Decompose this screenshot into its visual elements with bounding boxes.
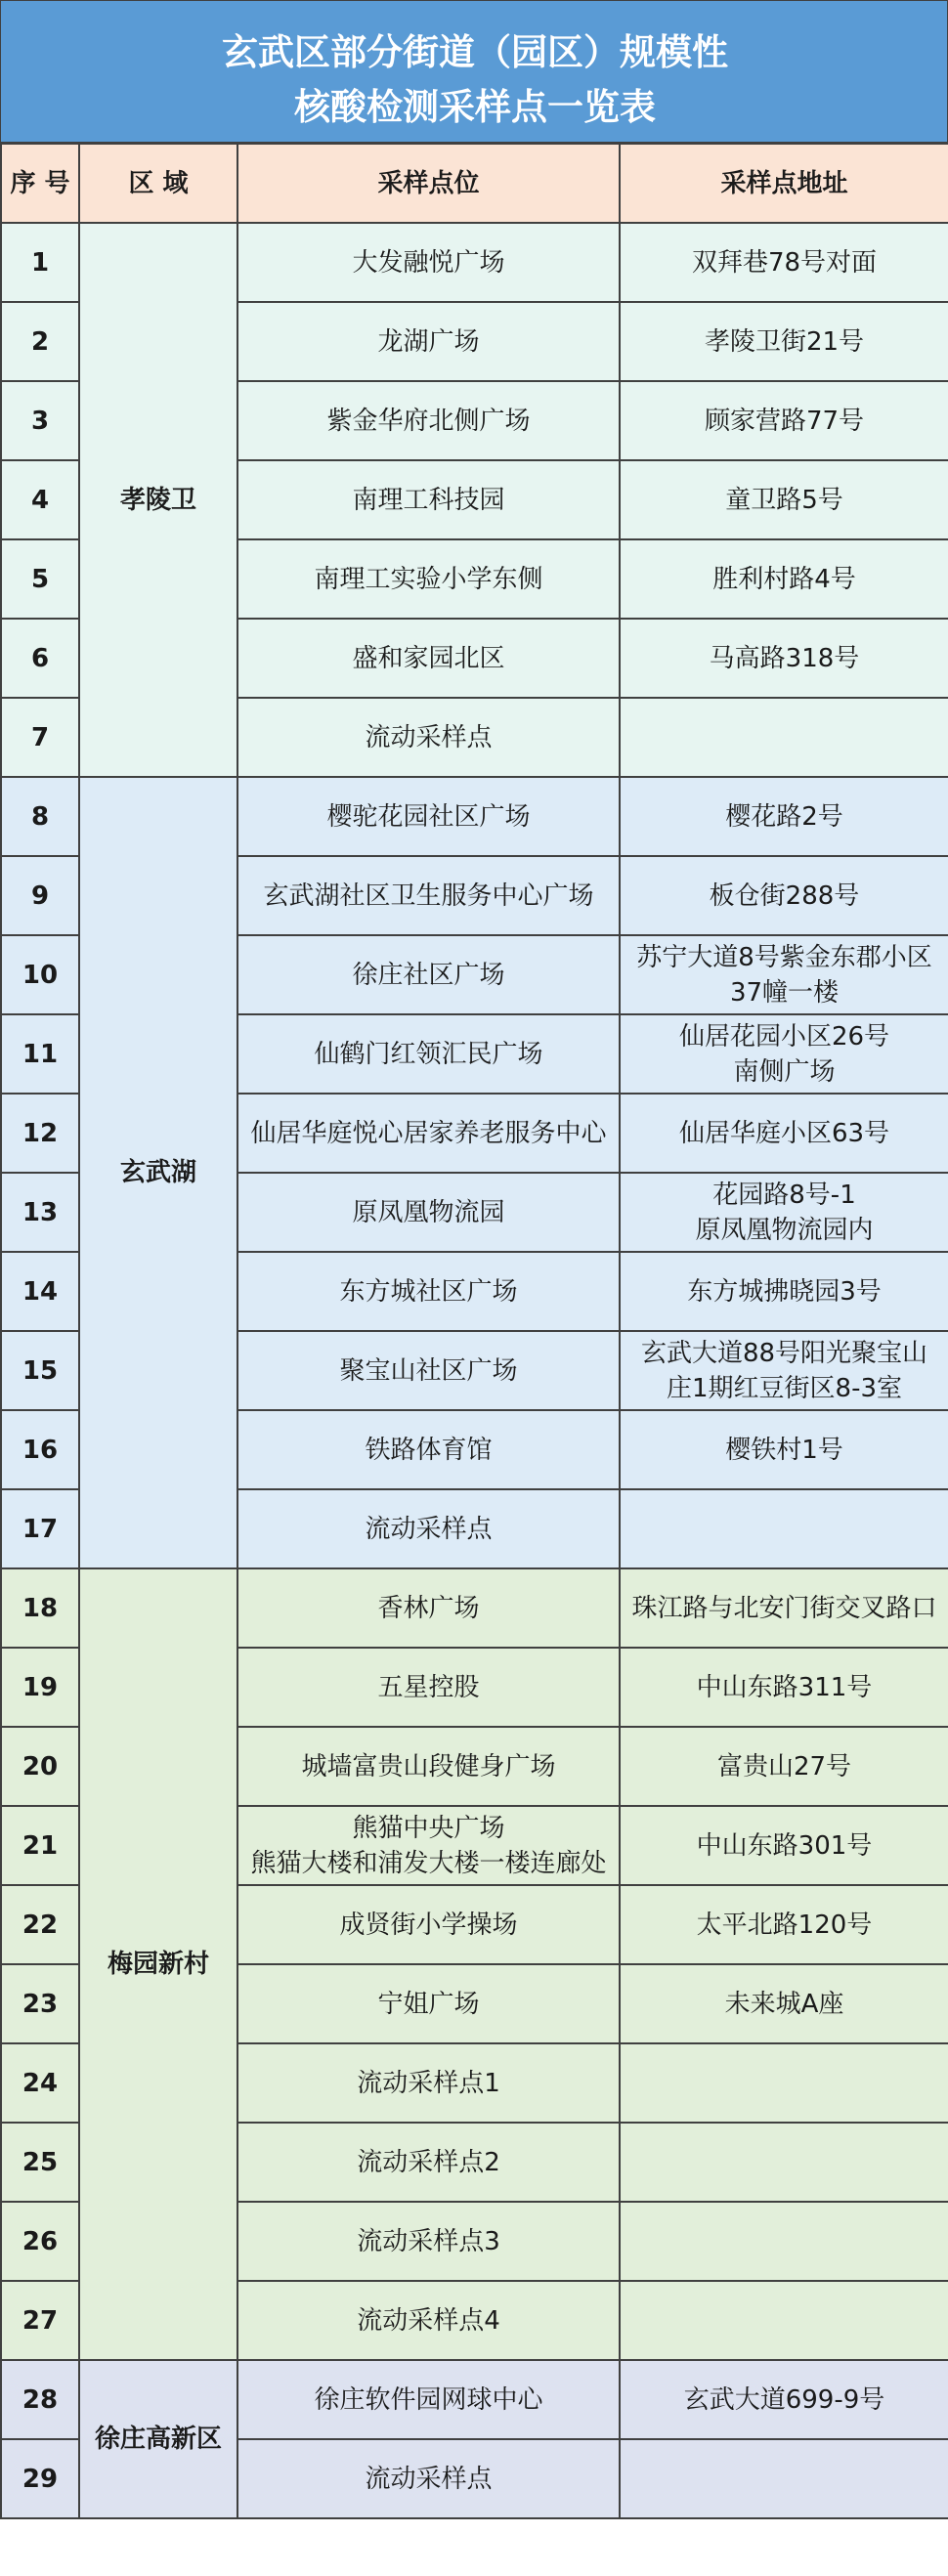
address-line: 马高路318号 (709, 643, 860, 673)
region-cell: 玄武湖 (79, 777, 237, 1568)
header-region: 区 域 (79, 144, 237, 223)
address-line: 仙居花园小区26号 (678, 1021, 890, 1052)
header-site: 采样点位 (237, 144, 620, 223)
address-line: 玄武大道88号阳光聚宝山 (640, 1338, 928, 1368)
address-line: 花园路8号-1 (712, 1180, 856, 1210)
site-line: 熊猫大楼和浦发大楼一楼连廊处 (250, 1848, 607, 1878)
row-number: 8 (1, 777, 79, 856)
site-cell: 流动采样点3 (237, 2202, 620, 2281)
table-row (1, 1568, 948, 1648)
row-number: 3 (1, 381, 79, 460)
row-number: 13 (1, 1173, 79, 1252)
site-cell: 成贤街小学操场 (237, 1885, 620, 1964)
row-number: 26 (1, 2202, 79, 2281)
row-number: 28 (1, 2360, 79, 2439)
row-number: 4 (1, 460, 79, 539)
address-line: 仙居华庭小区63号 (678, 1118, 890, 1148)
row-number: 20 (1, 1727, 79, 1806)
address-line: 中山东路301号 (696, 1830, 873, 1861)
site-cell: 香林广场 (237, 1568, 620, 1648)
title-line-1: 玄武区部分街道（园区）规模性 (222, 31, 728, 73)
site-cell: 盛和家园北区 (237, 619, 620, 698)
table-body (1, 223, 948, 2518)
row-number: 15 (1, 1331, 79, 1410)
address-line: 庄1期红豆街区8-3室 (666, 1373, 902, 1403)
address-line: 樱花路2号 (725, 801, 843, 832)
row-number: 10 (1, 935, 79, 1014)
address-cell (620, 1014, 948, 1094)
site-cell: 流动采样点2 (237, 2123, 620, 2202)
row-number: 2 (1, 302, 79, 381)
site-cell: 流动采样点 (237, 2439, 620, 2518)
row-number: 12 (1, 1094, 79, 1173)
site-cell: 仙居华庭悦心居家养老服务中心 (237, 1094, 620, 1173)
row-number: 21 (1, 1806, 79, 1885)
address-cell (620, 1331, 948, 1410)
site-cell: 流动采样点 (237, 1489, 620, 1568)
row-number: 6 (1, 619, 79, 698)
site-cell: 东方城社区广场 (237, 1252, 620, 1331)
table-row (1, 2360, 948, 2439)
site-cell: 大发融悦广场 (237, 223, 620, 302)
address-cell (620, 777, 948, 856)
address-line: 胜利村路4号 (712, 564, 856, 594)
title-line-2: 核酸检测采样点一览表 (294, 86, 656, 128)
row-number: 17 (1, 1489, 79, 1568)
site-cell: 玄武湖社区卫生服务中心广场 (237, 856, 620, 935)
address-line: 南侧广场 (733, 1056, 836, 1087)
address-cell (620, 460, 948, 539)
address-line: 富贵山27号 (716, 1751, 852, 1782)
address-cell (620, 698, 948, 777)
address-cell (620, 856, 948, 935)
site-cell (237, 1806, 620, 1885)
site-cell: 原凤凰物流园 (237, 1173, 620, 1252)
address-cell (620, 302, 948, 381)
row-number: 11 (1, 1014, 79, 1094)
region-cell: 梅园新村 (79, 1568, 237, 2360)
address-cell (620, 1094, 948, 1173)
address-cell (620, 2043, 948, 2123)
address-cell (620, 1489, 948, 1568)
site-cell: 南理工实验小学东侧 (237, 539, 620, 619)
region-cell: 孝陵卫 (79, 223, 237, 777)
address-cell (620, 1173, 948, 1252)
row-number: 24 (1, 2043, 79, 2123)
row-number: 14 (1, 1252, 79, 1331)
row-number: 9 (1, 856, 79, 935)
row-number: 19 (1, 1648, 79, 1727)
address-cell (620, 1568, 948, 1648)
header-row (1, 144, 948, 223)
address-cell (620, 2281, 948, 2360)
row-number: 23 (1, 1964, 79, 2043)
address-line: 童卫路5号 (725, 485, 843, 515)
site-cell: 南理工科技园 (237, 460, 620, 539)
site-cell: 徐庄软件园网球中心 (237, 2360, 620, 2439)
site-cell: 仙鹤门红领汇民广场 (237, 1014, 620, 1094)
site-cell: 五星控股 (237, 1648, 620, 1727)
site-cell: 聚宝山社区广场 (237, 1331, 620, 1410)
address-cell (620, 1964, 948, 2043)
site-cell: 流动采样点 (237, 698, 620, 777)
address-line: 顾家营路77号 (704, 406, 865, 436)
address-cell (620, 1252, 948, 1331)
address-cell (620, 1648, 948, 1727)
site-line: 熊猫中央广场 (352, 1813, 505, 1843)
address-cell (620, 381, 948, 460)
row-number: 27 (1, 2281, 79, 2360)
site-cell: 铁路体育馆 (237, 1410, 620, 1489)
address-line: 太平北路120号 (696, 1910, 873, 1940)
row-number: 1 (1, 223, 79, 302)
address-cell (620, 2360, 948, 2439)
table-row (1, 777, 948, 856)
address-cell (620, 2123, 948, 2202)
row-number: 29 (1, 2439, 79, 2518)
address-line: 孝陵卫街21号 (704, 326, 865, 357)
address-cell (620, 2202, 948, 2281)
row-number: 7 (1, 698, 79, 777)
site-cell: 徐庄社区广场 (237, 935, 620, 1014)
address-line: 双拜巷78号对面 (691, 247, 878, 278)
site-cell: 城墙富贵山段健身广场 (237, 1727, 620, 1806)
address-line: 板仓街288号 (709, 880, 860, 911)
address-cell (620, 223, 948, 302)
table-title (0, 0, 948, 143)
region-cell: 徐庄高新区 (79, 2360, 237, 2518)
address-line: 未来城A座 (724, 1989, 844, 2019)
address-line: 原凤凰物流园内 (695, 1215, 874, 1245)
address-line: 37幢一楼 (729, 977, 840, 1008)
site-cell: 龙湖广场 (237, 302, 620, 381)
table-row (1, 223, 948, 302)
address-line: 玄武大道699-9号 (683, 2384, 885, 2415)
address-cell (620, 539, 948, 619)
address-line: 苏宁大道8号紫金东郡小区 (636, 942, 932, 972)
address-cell (620, 935, 948, 1014)
site-cell: 紫金华府北侧广场 (237, 381, 620, 460)
address-line: 东方城拂晓园3号 (687, 1276, 882, 1307)
address-line: 樱铁村1号 (725, 1435, 843, 1465)
row-number: 25 (1, 2123, 79, 2202)
address-cell (620, 1885, 948, 1964)
header-address: 采样点地址 (620, 144, 948, 223)
address-cell (620, 2439, 948, 2518)
row-number: 5 (1, 539, 79, 619)
row-number: 18 (1, 1568, 79, 1648)
address-line: 珠江路与北安门街交叉路口 (631, 1593, 937, 1623)
site-cell: 流动采样点1 (237, 2043, 620, 2123)
header-seq: 序 号 (1, 144, 79, 223)
address-cell (620, 1806, 948, 1885)
row-number: 16 (1, 1410, 79, 1489)
site-cell: 流动采样点4 (237, 2281, 620, 2360)
site-cell: 宁姐广场 (237, 1964, 620, 2043)
address-line: 中山东路311号 (696, 1672, 873, 1702)
address-cell (620, 619, 948, 698)
sampling-sites-table (0, 143, 948, 2519)
address-cell (620, 1727, 948, 1806)
site-cell: 樱驼花园社区广场 (237, 777, 620, 856)
row-number: 22 (1, 1885, 79, 1964)
address-cell (620, 1410, 948, 1489)
